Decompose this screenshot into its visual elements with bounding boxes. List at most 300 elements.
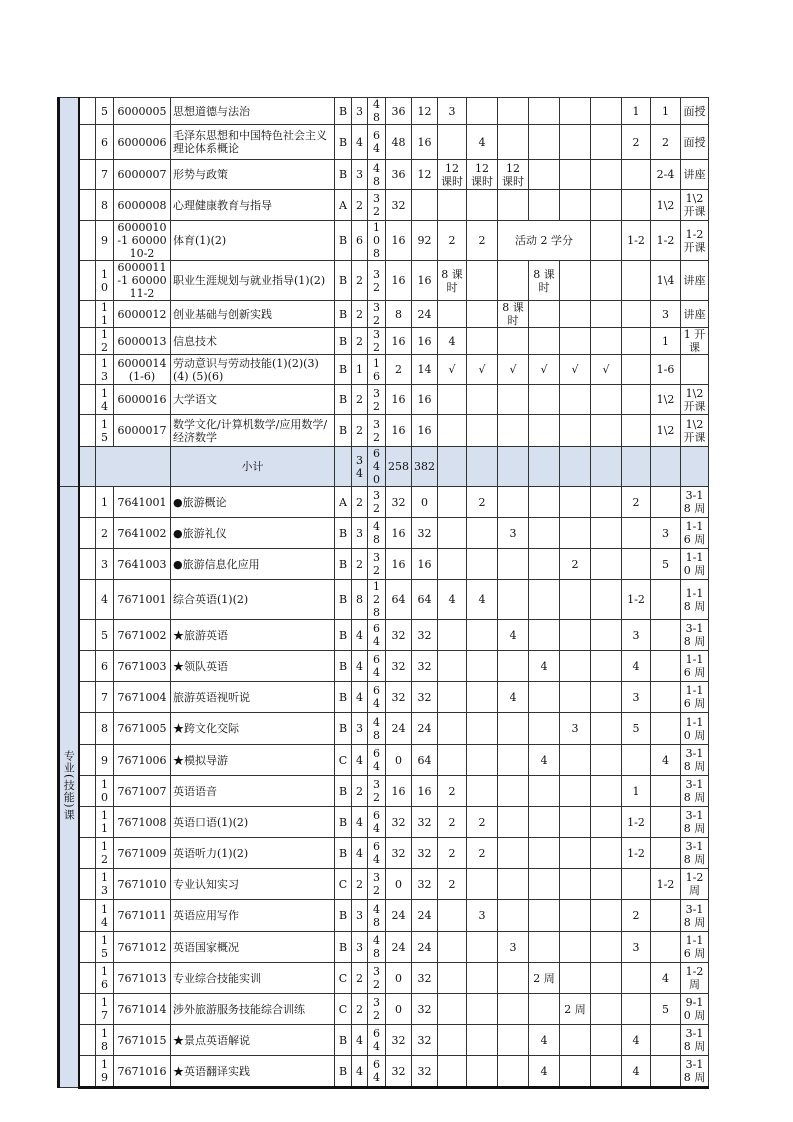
table-row <box>59 301 739 328</box>
semester-1 <box>438 1056 467 1088</box>
credits: 3 <box>352 160 368 190</box>
total-hours: 48 <box>368 713 386 745</box>
teaching-method: 3-18 周 <box>681 1056 709 1088</box>
check-semester <box>651 487 681 518</box>
table-row <box>59 932 739 963</box>
credits: 3 <box>352 518 368 549</box>
check-semester <box>651 807 681 838</box>
semester-2 <box>467 549 498 580</box>
practice-hours: 64 <box>412 580 438 620</box>
course-code: 6000010-1 6000010-2 <box>114 221 171 261</box>
table-row <box>59 900 739 932</box>
spacer-cell <box>79 518 96 549</box>
practice-hours: 16 <box>412 776 438 807</box>
semester-2 <box>467 682 498 713</box>
semester-6 <box>591 385 622 415</box>
teaching-method: 1-10 周 <box>681 549 709 580</box>
category-cell <box>59 98 79 487</box>
course-name: 信息技术 <box>171 328 335 355</box>
credits: 3 <box>352 98 368 125</box>
table-row <box>59 745 739 776</box>
total-hours: 64 <box>368 745 386 776</box>
teaching-method: 3-18 周 <box>681 620 709 651</box>
teaching-method: 9-10 周 <box>681 994 709 1025</box>
practice-hours: 32 <box>412 838 438 869</box>
theory-hours: 36 <box>386 98 412 125</box>
semester-4: 4 <box>529 745 560 776</box>
credits: 3 <box>352 713 368 745</box>
course-code: 7641002 <box>114 518 171 549</box>
semester-2 <box>467 994 498 1025</box>
credits: 2 <box>352 549 368 580</box>
semester-5 <box>560 385 591 415</box>
semester-6 <box>591 682 622 713</box>
spacer-cell <box>79 328 96 355</box>
course-no: 17 <box>96 994 114 1025</box>
exam-semester <box>622 355 651 385</box>
theory-hours: 16 <box>386 415 412 447</box>
table-row <box>59 776 739 807</box>
semester-1: 2 <box>438 221 467 261</box>
spacer-cell <box>79 580 96 620</box>
exam-semester: 2 <box>622 487 651 518</box>
semester-2: √ <box>467 355 498 385</box>
table-row <box>59 487 739 518</box>
credits: 4 <box>352 620 368 651</box>
check-semester: 3 <box>651 301 681 328</box>
teaching-method: 3-18 周 <box>681 1025 709 1056</box>
exam-semester <box>622 261 651 301</box>
table-row <box>59 190 739 221</box>
total-hours: 32 <box>368 963 386 994</box>
check-semester <box>651 580 681 620</box>
semester-1 <box>438 963 467 994</box>
semester-5: √ <box>560 355 591 385</box>
total-hours: 32 <box>368 549 386 580</box>
check-semester: 1 <box>651 328 681 355</box>
empty-cell <box>591 447 622 487</box>
semester-3: 4 <box>498 620 529 651</box>
course-type: C <box>335 994 352 1025</box>
exam-semester: 3 <box>622 932 651 963</box>
practice-hours: 14 <box>412 355 438 385</box>
credits: 2 <box>352 190 368 221</box>
exam-semester <box>622 190 651 221</box>
credits: 4 <box>352 745 368 776</box>
semester-3: 8 课时 <box>498 301 529 328</box>
semester-3 <box>498 1056 529 1088</box>
semester-5 <box>560 518 591 549</box>
semester-1: 2 <box>438 838 467 869</box>
credits: 2 <box>352 385 368 415</box>
semester-6 <box>591 518 622 549</box>
theory-hours: 32 <box>386 838 412 869</box>
course-type: B <box>335 838 352 869</box>
teaching-method: 1-16 周 <box>681 651 709 682</box>
theory-hours: 16 <box>386 261 412 301</box>
semester-4 <box>529 487 560 518</box>
semester-1: 2 <box>438 776 467 807</box>
exam-semester: 1 <box>622 98 651 125</box>
practice-hours: 64 <box>412 745 438 776</box>
table-row <box>59 98 739 125</box>
course-name: 职业生涯规划与就业指导(1)(2) <box>171 261 335 301</box>
teaching-method <box>681 355 709 385</box>
spacer-cell <box>79 838 96 869</box>
course-code: 7671014 <box>114 994 171 1025</box>
semester-4 <box>529 682 560 713</box>
semester-3 <box>498 261 529 301</box>
spacer-cell <box>79 261 96 301</box>
table-row <box>59 385 739 415</box>
check-semester <box>651 776 681 807</box>
semester-6 <box>591 415 622 447</box>
semester-1 <box>438 190 467 221</box>
theory-hours: 16 <box>386 385 412 415</box>
table-row <box>59 328 739 355</box>
semester-1 <box>438 415 467 447</box>
semester-6 <box>591 713 622 745</box>
total-hours: 64 <box>368 1025 386 1056</box>
practice-hours: 24 <box>412 301 438 328</box>
semester-1 <box>438 1025 467 1056</box>
course-code: 7671005 <box>114 713 171 745</box>
credits: 2 <box>352 415 368 447</box>
credits: 4 <box>352 1025 368 1056</box>
course-code: 7641001 <box>114 487 171 518</box>
semester-6 <box>591 776 622 807</box>
course-code: 7671003 <box>114 651 171 682</box>
theory-hours: 64 <box>386 580 412 620</box>
spacer-cell <box>79 682 96 713</box>
semester-5 <box>560 963 591 994</box>
semester-3: √ <box>498 355 529 385</box>
course-name: ★领队英语 <box>171 651 335 682</box>
semester-1 <box>438 385 467 415</box>
total-hours: 64 <box>368 682 386 713</box>
spacer-cell <box>79 301 96 328</box>
credits: 2 <box>352 261 368 301</box>
semester-4 <box>529 125 560 160</box>
semester-4: 4 <box>529 1056 560 1088</box>
credits: 3 <box>352 900 368 932</box>
semester-1 <box>438 487 467 518</box>
total-hours: 64 <box>368 651 386 682</box>
spacer-cell <box>79 994 96 1025</box>
practice-hours: 12 <box>412 160 438 190</box>
exam-semester: 3 <box>622 682 651 713</box>
semester-3: 4 <box>498 682 529 713</box>
course-name: ●旅游概论 <box>171 487 335 518</box>
semester-3: 3 <box>498 932 529 963</box>
teaching-method: 1-2 周 <box>681 963 709 994</box>
semester-1 <box>438 900 467 932</box>
course-type: B <box>335 1056 352 1088</box>
semester-1: 2 <box>438 869 467 900</box>
semester-5 <box>560 160 591 190</box>
semester-5: 2 周 <box>560 994 591 1025</box>
course-type: B <box>335 807 352 838</box>
semester-2: 3 <box>467 900 498 932</box>
course-no: 8 <box>96 713 114 745</box>
semester-2 <box>467 98 498 125</box>
semester-2: 2 <box>467 221 498 261</box>
empty-cell <box>438 447 467 487</box>
theory-hours: 16 <box>386 518 412 549</box>
check-semester: 4 <box>651 745 681 776</box>
course-type: B <box>335 713 352 745</box>
course-code: 6000006 <box>114 125 171 160</box>
course-name: ★旅游英语 <box>171 620 335 651</box>
practice-hours: 32 <box>412 807 438 838</box>
practice-hours: 32 <box>412 620 438 651</box>
spacer-cell <box>79 963 96 994</box>
course-name: 毛泽东思想和中国特色社会主义理论体系概论 <box>171 125 335 160</box>
credits: 4 <box>352 651 368 682</box>
course-type: C <box>335 869 352 900</box>
empty-cell <box>651 447 681 487</box>
course-code: 7671016 <box>114 1056 171 1088</box>
semester-1 <box>438 651 467 682</box>
exam-semester: 2 <box>622 125 651 160</box>
check-semester <box>651 838 681 869</box>
course-code: 7671012 <box>114 932 171 963</box>
semester-3: 12 课时 <box>498 160 529 190</box>
semester-3 <box>498 807 529 838</box>
semester-5 <box>560 1025 591 1056</box>
course-code: 7671010 <box>114 869 171 900</box>
practice-hours: 16 <box>412 261 438 301</box>
semester-6 <box>591 963 622 994</box>
semester-1: 4 <box>438 580 467 620</box>
course-name: 大学语文 <box>171 385 335 415</box>
semester-4 <box>529 807 560 838</box>
teaching-method: 讲座 <box>681 160 709 190</box>
semester-4 <box>529 869 560 900</box>
exam-semester: 3 <box>622 620 651 651</box>
course-type: B <box>335 1025 352 1056</box>
semester-4 <box>529 385 560 415</box>
course-code: 7671013 <box>114 963 171 994</box>
semester-6 <box>591 125 622 160</box>
semester-2: 4 <box>467 580 498 620</box>
spacer-cell <box>79 447 96 487</box>
semester-6 <box>591 620 622 651</box>
course-code: 7671009 <box>114 838 171 869</box>
course-no: 9 <box>96 221 114 261</box>
course-code: 7671001 <box>114 580 171 620</box>
teaching-method: 1\2 开课 <box>681 415 709 447</box>
semester-4: √ <box>529 355 560 385</box>
teaching-method: 1-10 周 <box>681 713 709 745</box>
theory-hours: 32 <box>386 487 412 518</box>
check-semester: 5 <box>651 549 681 580</box>
semester-2: 4 <box>467 125 498 160</box>
exam-semester <box>622 328 651 355</box>
practice-hours: 32 <box>412 963 438 994</box>
spacer-cell <box>79 221 96 261</box>
total-hours: 32 <box>368 487 386 518</box>
exam-semester: 4 <box>622 1025 651 1056</box>
theory-hours: 24 <box>386 713 412 745</box>
spacer-cell <box>79 713 96 745</box>
course-name: 英语应用写作 <box>171 900 335 932</box>
course-type: B <box>335 328 352 355</box>
teaching-method: 3-18 周 <box>681 776 709 807</box>
table-row <box>59 1025 739 1056</box>
semester-5 <box>560 415 591 447</box>
semester-3 <box>498 776 529 807</box>
semester-4 <box>529 713 560 745</box>
semester-1: 12 课时 <box>438 160 467 190</box>
spacer-cell <box>79 1056 96 1088</box>
total-hours: 64 <box>368 838 386 869</box>
table-row <box>59 261 739 301</box>
semester-6 <box>591 869 622 900</box>
semester-5 <box>560 932 591 963</box>
empty-cell <box>335 447 352 487</box>
semester-3 <box>498 838 529 869</box>
total-hours: 48 <box>368 98 386 125</box>
table-row <box>59 963 739 994</box>
spacer-cell <box>79 932 96 963</box>
course-no: 14 <box>96 900 114 932</box>
semester-1 <box>438 745 467 776</box>
course-type: B <box>335 125 352 160</box>
semester-1 <box>438 518 467 549</box>
semester-4 <box>529 98 560 125</box>
exam-semester: 4 <box>622 651 651 682</box>
course-type: B <box>335 518 352 549</box>
course-no: 15 <box>96 415 114 447</box>
practice-hours: 0 <box>412 487 438 518</box>
teaching-method: 面授 <box>681 125 709 160</box>
exam-semester <box>622 160 651 190</box>
semester-3: 活动 2 学分 <box>498 221 591 261</box>
course-name: 形势与政策 <box>171 160 335 190</box>
total-hours: 64 <box>368 125 386 160</box>
empty-cell <box>560 447 591 487</box>
semester-3 <box>498 328 529 355</box>
spacer-cell <box>79 620 96 651</box>
table-row <box>59 869 739 900</box>
course-name: 专业认知实习 <box>171 869 335 900</box>
semester-3 <box>498 745 529 776</box>
spacer-cell <box>79 745 96 776</box>
course-type: B <box>335 385 352 415</box>
course-code: 7671004 <box>114 682 171 713</box>
spacer-cell <box>79 190 96 221</box>
theory-hours: 16 <box>386 776 412 807</box>
course-no: 7 <box>96 160 114 190</box>
course-no: 11 <box>96 301 114 328</box>
course-type: B <box>335 355 352 385</box>
semester-2: 12 课时 <box>467 160 498 190</box>
theory-hours: 32 <box>386 1056 412 1088</box>
semester-3 <box>498 98 529 125</box>
spacer-cell <box>79 776 96 807</box>
practice-hours <box>412 190 438 221</box>
credits: 4 <box>352 807 368 838</box>
practice-hours: 16 <box>412 328 438 355</box>
course-type: B <box>335 221 352 261</box>
total-hours: 48 <box>368 900 386 932</box>
semester-1: √ <box>438 355 467 385</box>
theory-hours: 36 <box>386 160 412 190</box>
course-type: B <box>335 261 352 301</box>
course-type: B <box>335 776 352 807</box>
course-no: 5 <box>96 620 114 651</box>
semester-2 <box>467 869 498 900</box>
teaching-method: 1 开课 <box>681 328 709 355</box>
credits: 1 <box>352 355 368 385</box>
course-name: 专业综合技能实训 <box>171 963 335 994</box>
course-name: ★跨文化交际 <box>171 713 335 745</box>
subtotal-theory: 258 <box>386 447 412 487</box>
check-semester: 2 <box>651 125 681 160</box>
theory-hours: 24 <box>386 932 412 963</box>
course-no: 11 <box>96 807 114 838</box>
practice-hours: 92 <box>412 221 438 261</box>
semester-3 <box>498 415 529 447</box>
semester-4 <box>529 190 560 221</box>
exam-semester <box>622 869 651 900</box>
check-semester <box>651 1025 681 1056</box>
exam-semester: 4 <box>622 1056 651 1088</box>
course-type: C <box>335 745 352 776</box>
course-code: 6000012 <box>114 301 171 328</box>
credits: 2 <box>352 869 368 900</box>
semester-6 <box>591 190 622 221</box>
spacer-cell <box>79 415 96 447</box>
course-name: 英语听力(1)(2) <box>171 838 335 869</box>
semester-3: 3 <box>498 518 529 549</box>
table-row <box>59 549 739 580</box>
course-no: 10 <box>96 776 114 807</box>
semester-4: 4 <box>529 651 560 682</box>
semester-3 <box>498 487 529 518</box>
exam-semester <box>622 385 651 415</box>
total-hours: 32 <box>368 776 386 807</box>
course-no: 14 <box>96 385 114 415</box>
table-row <box>59 713 739 745</box>
semester-4 <box>529 301 560 328</box>
teaching-method: 1-16 周 <box>681 932 709 963</box>
exam-semester: 2 <box>622 900 651 932</box>
spacer-cell <box>79 549 96 580</box>
semester-5 <box>560 869 591 900</box>
check-semester <box>651 1056 681 1088</box>
theory-hours: 2 <box>386 355 412 385</box>
course-type: C <box>335 963 352 994</box>
semester-6: √ <box>591 355 622 385</box>
credits: 4 <box>352 1056 368 1088</box>
course-code: 7671011 <box>114 900 171 932</box>
semester-1 <box>438 994 467 1025</box>
theory-hours: 0 <box>386 869 412 900</box>
check-semester <box>651 932 681 963</box>
course-code: 7671007 <box>114 776 171 807</box>
semester-1 <box>438 301 467 328</box>
total-hours: 32 <box>368 261 386 301</box>
teaching-method: 1-2 开课 <box>681 221 709 261</box>
spacer-cell <box>79 487 96 518</box>
check-semester: 5 <box>651 994 681 1025</box>
theory-hours: 32 <box>386 1025 412 1056</box>
semester-4 <box>529 900 560 932</box>
course-no: 6 <box>96 651 114 682</box>
course-type: B <box>335 415 352 447</box>
